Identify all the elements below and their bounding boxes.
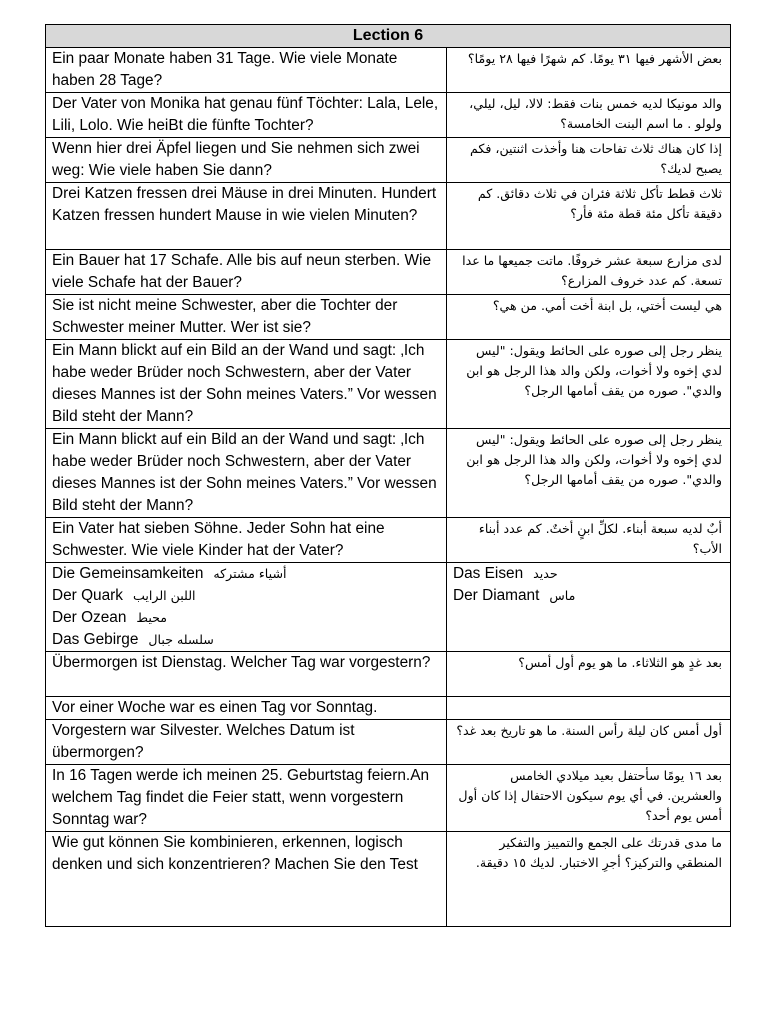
arabic-translation: إذا كان هناك ثلاث تفاحات هنا وأخذت اثنتين، فكم يصبح لديك؟ bbox=[447, 138, 731, 183]
german-question: Wenn hier drei Äpfel liegen und Sie nehmen sich zwei weg: Wie viele haben Sie dann? bbox=[46, 138, 447, 183]
table-row bbox=[46, 652, 731, 697]
title-row bbox=[46, 25, 731, 48]
table-row bbox=[46, 48, 731, 93]
table-row bbox=[46, 697, 731, 720]
arabic-translation: لدى مزارع سبعة عشر خروفًا. ماتت جميعها ما عدا تسعة. كم عدد خروف المزارع؟ bbox=[447, 250, 731, 295]
table-row bbox=[46, 765, 731, 832]
table-row bbox=[46, 250, 731, 295]
arabic-translation: ثلاث قطط تأكل ثلاثة فئران في ثلاث دقائق. كم دقيقة تأكل مئة قطة مئة فأر؟ bbox=[447, 183, 731, 250]
vocab-entry: Der Diamant ماس bbox=[453, 587, 576, 604]
german-question: Wie gut können Sie kombinieren, erkennen, logisch denken und sich konzentrieren? Machen Sie den Test bbox=[46, 832, 447, 927]
table-row bbox=[46, 340, 731, 429]
vocab-entry: Der Quark اللبن الرايب bbox=[52, 587, 196, 604]
vocab-row bbox=[46, 563, 731, 652]
arabic-translation: بعض الأشهر فيها ٣١ يومًا. كم شهرًا فيها ٢٨ يومًا؟ bbox=[447, 48, 731, 93]
arabic-translation: ينظر رجل إلى صوره على الحائط ويقول: "ليس لدي إخوه ولا أخوات، ولكن والد هذا الرجل هو ابن والدي". صوره من يقف أمامها الرجل؟ bbox=[447, 429, 731, 518]
vocab-entry: Das Gebirge سلسله جبال bbox=[52, 631, 214, 648]
arabic-translation bbox=[447, 697, 731, 720]
lesson-table bbox=[45, 24, 731, 927]
table-row bbox=[46, 138, 731, 183]
german-question: Der Vater von Monika hat genau fünf Töchter: Lala, Lele, Lili, Lolo. Wie heiBt die fünfte Tochter? bbox=[46, 93, 447, 138]
german-question: Drei Katzen fressen drei Mäuse in drei Minuten. Hundert Katzen fressen hundert Mause in wie vielen Minuten? bbox=[46, 183, 447, 250]
german-question: Vorgestern war Silvester. Welches Datum ist übermorgen? bbox=[46, 720, 447, 765]
table-row bbox=[46, 295, 731, 340]
lesson-title: Lection 6 bbox=[46, 25, 731, 48]
german-question: Sie ist nicht meine Schwester, aber die Tochter der Schwester meiner Mutter. Wer ist sie? bbox=[46, 295, 447, 340]
vocab-entry: Das Eisen حديد bbox=[453, 565, 558, 582]
arabic-translation: بعد غدٍ هو الثلاثاء. ما هو يوم أول أمس؟ bbox=[447, 652, 731, 697]
german-question: Ein Mann blickt auf ein Bild an der Wand und sagt: ‚Ich habe weder Brüder noch Schwestern, aber der Vater dieses Mannes ist der Sohn meines Vaters.” Vor wessen Bild steht der Mann? bbox=[46, 340, 447, 429]
arabic-translation: والد مونيكا لديه خمس بنات فقط: لالا، ليل، ليلي، ولولو . ما اسم البنت الخامسة؟ bbox=[447, 93, 731, 138]
arabic-translation: أبٌ لديه سبعة أبناء. لكلِّ ابنٍ أختٌ. كم عدد أبناء الأب؟ bbox=[447, 518, 731, 563]
arabic-translation: ما مدى قدرتك على الجمع والتمييز والتفكير المنطقي والتركيز؟ أجرِ الاختبار. لديك ١٥ دقيقة. bbox=[447, 832, 731, 927]
table-row bbox=[46, 93, 731, 138]
vocab-entry: Die Gemeinsamkeiten أشياء مشتركه bbox=[52, 565, 287, 582]
german-question: In 16 Tagen werde ich meinen 25. Geburtstag feiern.An welchem Tag findet die Feier statt, wenn vorgestern Sonntag war? bbox=[46, 765, 447, 832]
table-row bbox=[46, 832, 731, 927]
german-question: Ein Mann blickt auf ein Bild an der Wand und sagt: ‚Ich habe weder Brüder noch Schwestern, aber der Vater dieses Mannes ist der Sohn meines Vaters.” Vor wessen Bild steht der Mann? bbox=[46, 429, 447, 518]
table-row bbox=[46, 183, 731, 250]
table-row bbox=[46, 429, 731, 518]
german-question: Übermorgen ist Dienstag. Welcher Tag war vorgestern? bbox=[46, 652, 447, 697]
vocab-entry: Der Ozean محيط bbox=[52, 609, 168, 626]
table-row bbox=[46, 518, 731, 563]
vocab-right bbox=[447, 563, 731, 652]
arabic-translation: ينظر رجل إلى صوره على الحائط ويقول: "ليس لدي إخوه ولا أخوات، ولكن والد هذا الرجل هو ابن والدي". صوره من يقف أمامها الرجل؟ bbox=[447, 340, 731, 429]
german-question: Ein paar Monate haben 31 Tage. Wie viele Monate haben 28 Tage? bbox=[46, 48, 447, 93]
german-question: Ein Vater hat sieben Söhne. Jeder Sohn hat eine Schwester. Wie viele Kinder hat der Vater? bbox=[46, 518, 447, 563]
vocab-left bbox=[46, 563, 447, 652]
table-row bbox=[46, 720, 731, 765]
arabic-translation: بعد ١٦ يومًا سأحتفل بعيد ميلادي الخامس والعشرين. في أي يوم سيكون الاحتفال إذا كان أول أمس يوم أحد؟ bbox=[447, 765, 731, 832]
arabic-translation: أول أمس كان ليلة رأس السنة. ما هو تاريخ بعد غد؟ bbox=[447, 720, 731, 765]
german-question: Vor einer Woche war es einen Tag vor Sonntag. bbox=[46, 697, 447, 720]
german-question: Ein Bauer hat 17 Schafe. Alle bis auf neun sterben. Wie viele Schafe hat der Bauer? bbox=[46, 250, 447, 295]
arabic-translation: هي ليست أختي، بل ابنة أخت أمي. من هي؟ bbox=[447, 295, 731, 340]
